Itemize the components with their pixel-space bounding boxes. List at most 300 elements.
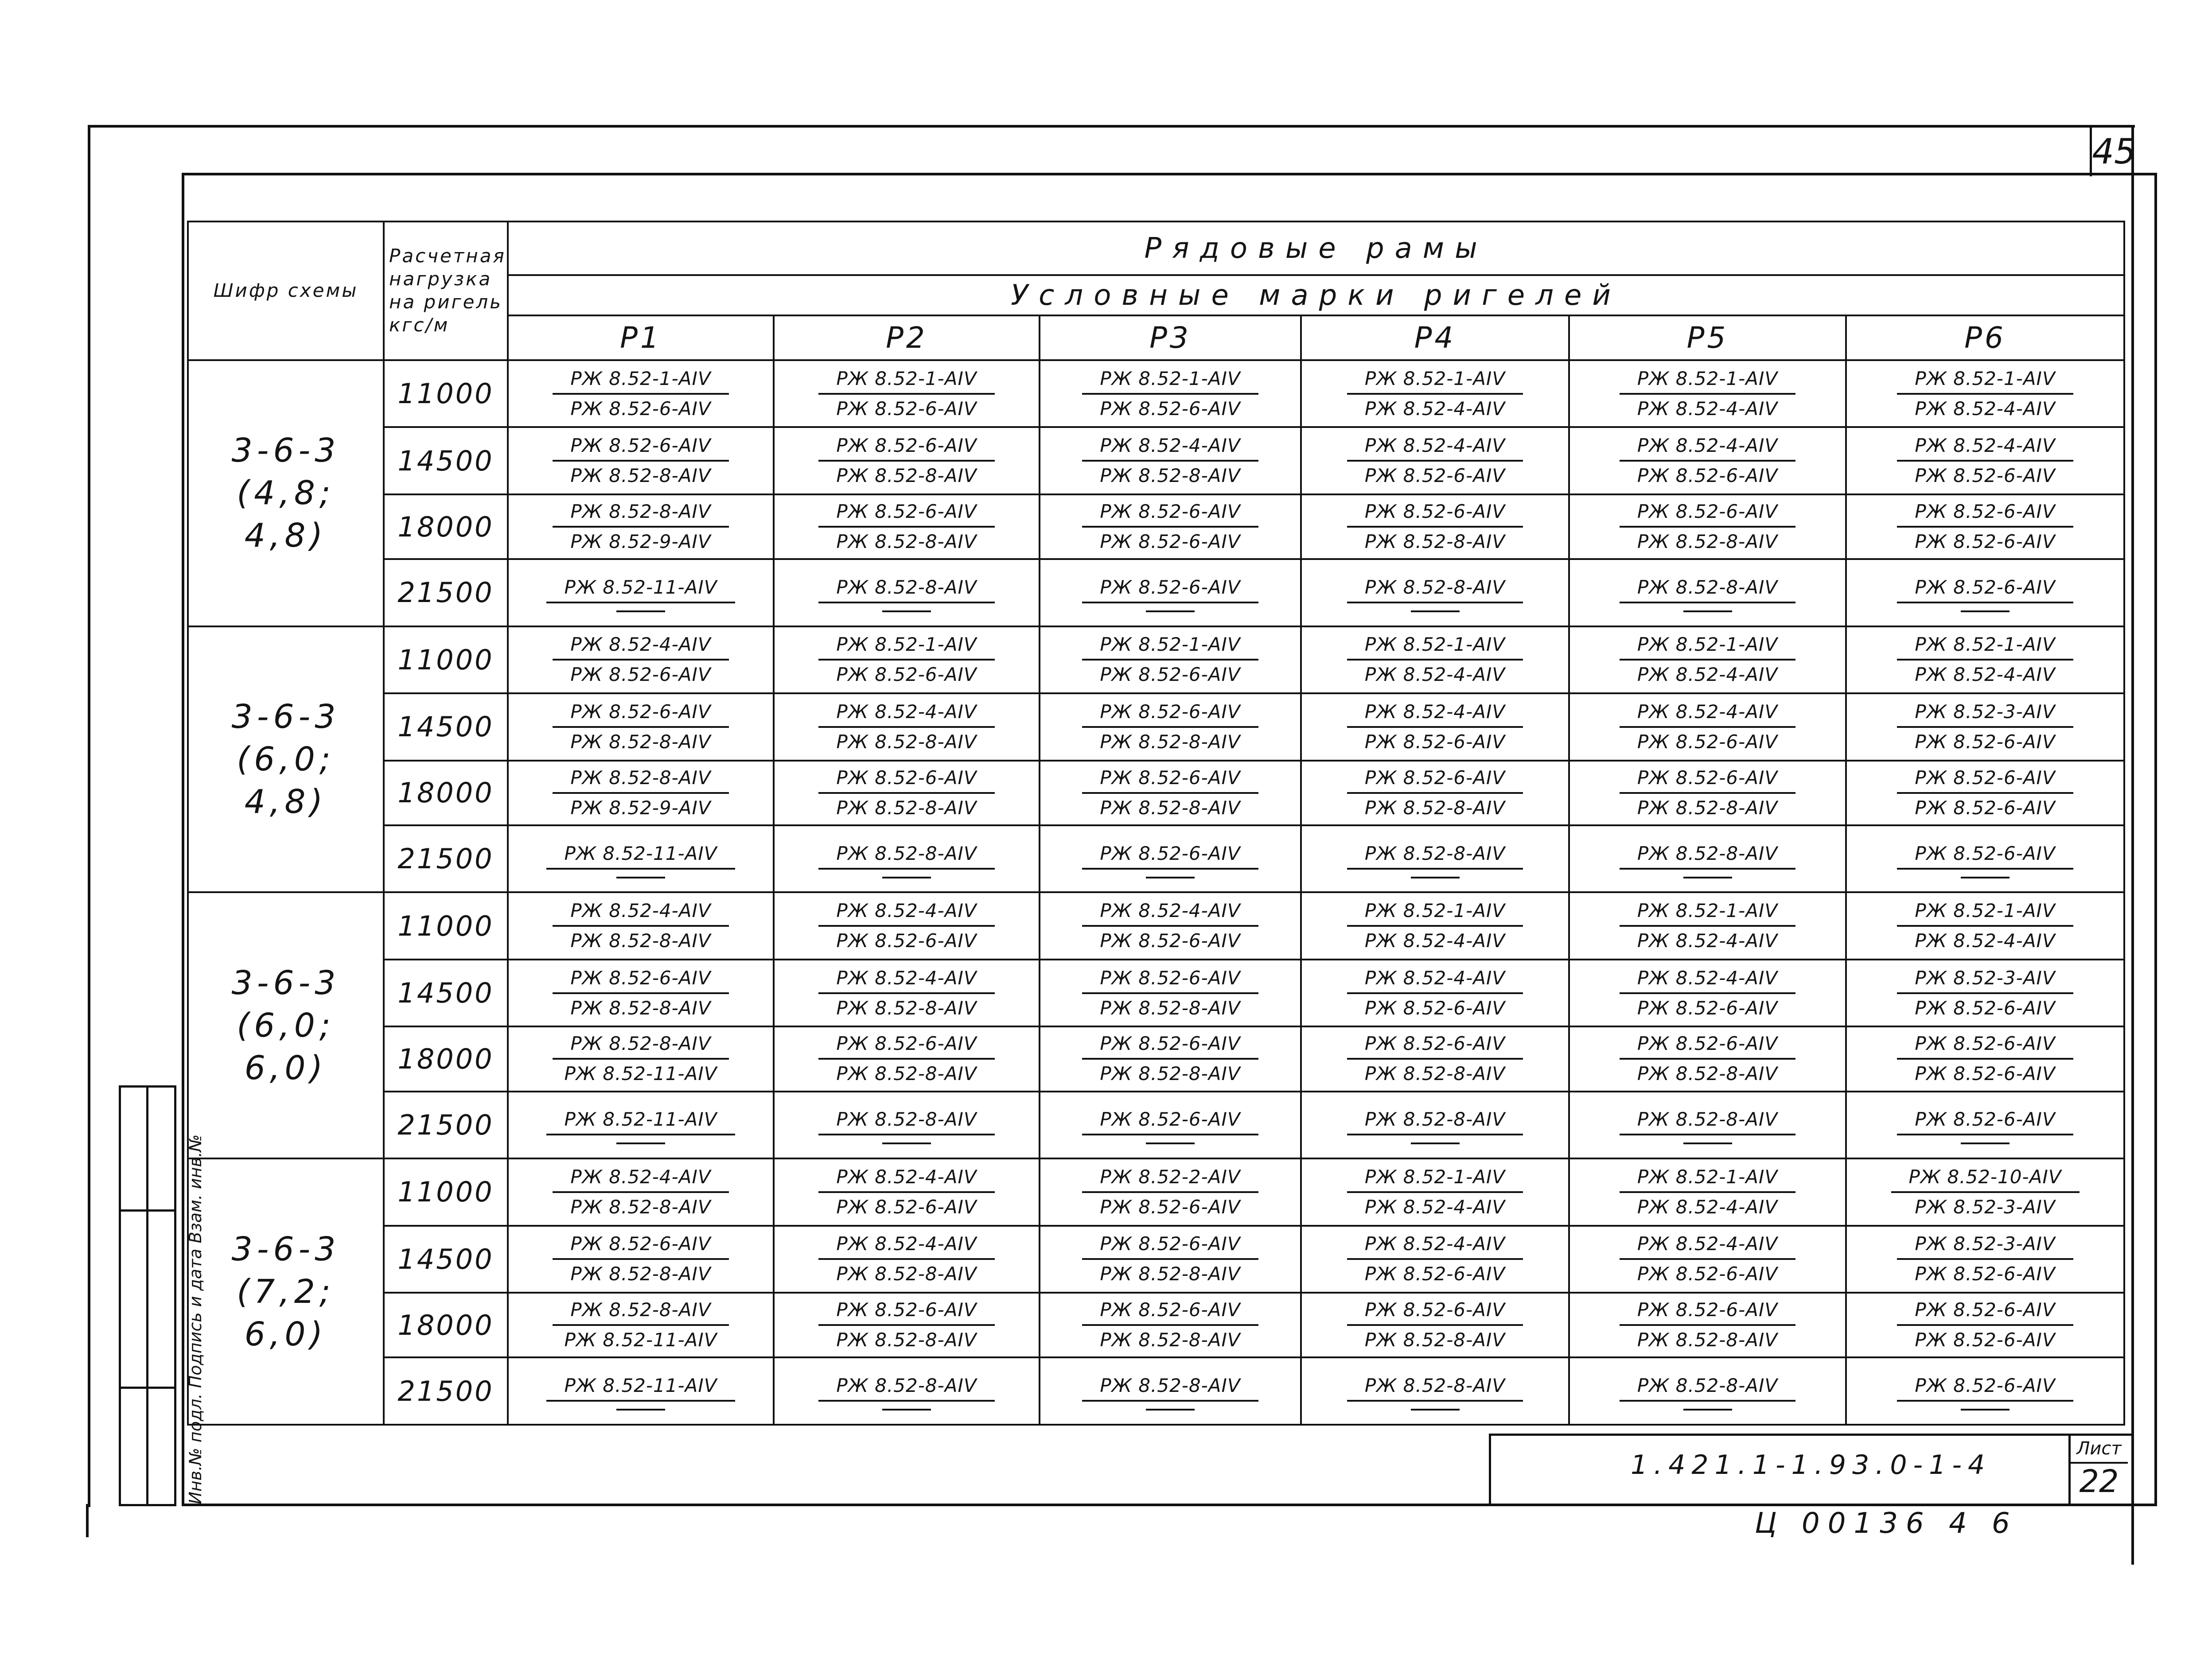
- mark-pair: [1040, 839, 1300, 878]
- girder-mark: РЖ 8.52-6-АIV: [836, 1196, 977, 1218]
- mark-cell: [1301, 825, 1569, 892]
- load-value: 21500: [384, 1357, 508, 1425]
- girder-mark: РЖ 8.52-8-АIV: [1620, 1372, 1795, 1402]
- load-value: 21500: [384, 825, 508, 892]
- mark-cell: [1301, 693, 1569, 760]
- mark-pair: [1847, 1105, 2123, 1144]
- girder-mark: РЖ 8.52-8-АIV: [1347, 573, 1523, 603]
- mark-stub-line: [1961, 610, 2009, 612]
- girder-mark: РЖ 8.52-6-АIV: [836, 397, 977, 420]
- girder-mark: РЖ 8.52-4-АIV: [1897, 431, 2073, 462]
- girder-mark: РЖ 8.52-4-АIV: [818, 964, 994, 994]
- mark-cell: [1301, 1357, 1569, 1425]
- mark-pair: [509, 897, 773, 955]
- girder-mark: РЖ 8.52-8-АIV: [1364, 531, 1506, 553]
- mark-cell: [774, 427, 1040, 494]
- mark-cell: [1040, 427, 1301, 494]
- mark-cell: [774, 1357, 1040, 1425]
- girder-mark: РЖ 8.52-4-АIV: [1620, 698, 1795, 728]
- mark-pair: [775, 698, 1039, 756]
- girder-mark: РЖ 8.52-1-АIV: [1620, 897, 1795, 927]
- girder-mark: РЖ 8.52-6-АIV: [836, 664, 977, 686]
- mark-pair: [1302, 839, 1568, 878]
- mark-pair: [1847, 698, 2123, 756]
- mark-pair: [509, 431, 773, 490]
- girder-mark: РЖ 8.52-8-АIV: [570, 1263, 711, 1285]
- girder-mark: РЖ 8.52-6-АIV: [1082, 1296, 1258, 1326]
- table-row: [188, 960, 2124, 1026]
- mark-cell: [1846, 1158, 2124, 1225]
- girder-mark: РЖ 8.52-8-АIV: [570, 930, 711, 952]
- table-row: [188, 761, 2124, 825]
- girder-mark: РЖ 8.52-1-АIV: [1347, 365, 1523, 395]
- girder-mark: РЖ 8.52-6-АIV: [1897, 573, 2073, 603]
- mark-pair: [1847, 573, 2123, 612]
- mark-cell: [1040, 559, 1301, 626]
- mark-stub-line: [1146, 1409, 1195, 1411]
- mark-cell: [508, 892, 774, 959]
- mark-cell: [1301, 761, 1569, 825]
- mark-pair: [775, 1163, 1039, 1221]
- girder-mark: РЖ 8.52-6-АIV: [1082, 497, 1258, 528]
- girder-mark: РЖ 8.52-4-АIV: [1347, 431, 1523, 462]
- girder-mark: РЖ 8.52-8-АIV: [1100, 797, 1241, 819]
- column-header-p4: Р4: [1301, 315, 1569, 360]
- mark-cell: [1846, 960, 2124, 1026]
- mark-pair: [1847, 630, 2123, 689]
- girder-mark: РЖ 8.52-6-АIV: [1915, 731, 2056, 753]
- girder-mark: РЖ 8.52-8-АIV: [1347, 1105, 1523, 1135]
- mark-cell: [1301, 1293, 1569, 1357]
- girder-mark: РЖ 8.52-8-АIV: [836, 797, 977, 819]
- mark-pair: [1040, 573, 1300, 612]
- mark-cell: [1846, 1357, 2124, 1425]
- scheme-dims: (4,8; 4,8): [237, 474, 335, 555]
- mark-pair: [1847, 497, 2123, 556]
- mark-cell: [1040, 1293, 1301, 1357]
- scheme-code: 3-6-3: [231, 964, 340, 1002]
- girder-mark: РЖ 8.52-3-АIV: [1897, 964, 2073, 994]
- mark-pair: [775, 839, 1039, 878]
- scheme-code: 3-6-3: [231, 698, 340, 736]
- load-value: 21500: [384, 1092, 508, 1158]
- mark-cell: [1301, 1226, 1569, 1293]
- mark-cell: [1301, 892, 1569, 959]
- mark-pair: [1847, 1230, 2123, 1288]
- girder-mark: РЖ 8.52-8-АIV: [570, 997, 711, 1019]
- girder-mark: РЖ 8.52-11-АIV: [546, 573, 735, 603]
- mark-cell: [508, 626, 774, 693]
- girder-mark: РЖ 8.52-8-АIV: [1637, 797, 1778, 819]
- mark-pair: [1847, 1372, 2123, 1411]
- girder-mark: РЖ 8.52-3-АIV: [1897, 698, 2073, 728]
- mark-cell: [1569, 360, 1846, 427]
- mark-pair: [509, 698, 773, 756]
- mark-pair: [509, 839, 773, 878]
- mark-stub-line: [1146, 1142, 1195, 1144]
- girder-mark: РЖ 8.52-10-АIV: [1891, 1163, 2080, 1193]
- mark-cell: [1846, 1092, 2124, 1158]
- girder-mark: РЖ 8.52-4-АIV: [1347, 964, 1523, 994]
- mark-pair: [775, 365, 1039, 423]
- mark-pair: [509, 764, 773, 822]
- girder-mark: РЖ 8.52-6-АIV: [1897, 1296, 2073, 1326]
- mark-cell: [1569, 1092, 1846, 1158]
- mark-cell: [1569, 892, 1846, 959]
- girder-mark: РЖ 8.52-6-АIV: [818, 431, 994, 462]
- mark-pair: [1302, 573, 1568, 612]
- mark-pair: [775, 1105, 1039, 1144]
- load-value: 14500: [384, 427, 508, 494]
- mark-pair: [1570, 573, 1845, 612]
- girder-mark: РЖ 8.52-11-АIV: [546, 1105, 735, 1135]
- girder-mark: РЖ 8.52-1-АIV: [1897, 365, 2073, 395]
- scheme-code: 3-6-3: [231, 431, 340, 470]
- mark-pair: [1302, 431, 1568, 490]
- girder-mark: РЖ 8.52-4-АIV: [1082, 431, 1258, 462]
- girder-mark: РЖ 8.52-6-АIV: [1082, 839, 1258, 870]
- mark-cell: [1846, 892, 2124, 959]
- table-row: [188, 892, 2124, 959]
- girder-mark: РЖ 8.52-1-АIV: [1082, 630, 1258, 661]
- girder-mark: РЖ 8.52-8-АIV: [1347, 839, 1523, 870]
- girder-mark: РЖ 8.52-8-АIV: [836, 1263, 977, 1285]
- mark-pair: [509, 497, 773, 556]
- girder-mark: РЖ 8.52-6-АIV: [1620, 1030, 1795, 1060]
- mark-stub-line: [882, 877, 931, 878]
- table-row: [188, 494, 2124, 559]
- girder-mark: РЖ 8.52-1-АIV: [1082, 365, 1258, 395]
- mark-pair: [1302, 1163, 1568, 1221]
- girder-mark: РЖ 8.52-6-АIV: [1897, 839, 2073, 870]
- load-value: 18000: [384, 1293, 508, 1357]
- mark-pair: [1570, 839, 1845, 878]
- mark-cell: [1301, 1026, 1569, 1091]
- mark-cell: [1569, 693, 1846, 760]
- mark-cell: [1040, 1092, 1301, 1158]
- side-stamp-divider: [146, 1085, 148, 1506]
- girder-mark: РЖ 8.52-11-АIV: [564, 1329, 717, 1351]
- girder-mark: РЖ 8.52-6-АIV: [1897, 497, 2073, 528]
- girder-mark: РЖ 8.52-8-АIV: [1620, 1105, 1795, 1135]
- girder-mark: РЖ 8.52-8-АIV: [1637, 1063, 1778, 1085]
- girder-mark: РЖ 8.52-6-АIV: [818, 1030, 994, 1060]
- girder-mark: РЖ 8.52-6-АIV: [1100, 397, 1241, 420]
- mark-pair: [1040, 1372, 1300, 1411]
- mark-pair: [1302, 1296, 1568, 1354]
- girder-mark: РЖ 8.52-8-АIV: [1082, 1372, 1258, 1402]
- mark-cell: [1569, 1026, 1846, 1091]
- mark-cell: [1301, 427, 1569, 494]
- table-row: [188, 693, 2124, 760]
- mark-pair: [1570, 964, 1845, 1022]
- load-value: 11000: [384, 892, 508, 959]
- girder-mark: РЖ 8.52-8-АIV: [818, 1105, 994, 1135]
- girder-mark: РЖ 8.52-6-АIV: [1620, 497, 1795, 528]
- mark-cell: [774, 825, 1040, 892]
- girder-mark: РЖ 8.52-2-АIV: [1082, 1163, 1258, 1193]
- mark-pair: [1570, 698, 1845, 756]
- girder-mark: РЖ 8.52-8-АIV: [1364, 1063, 1506, 1085]
- mark-cell: [1569, 761, 1846, 825]
- table-row: [188, 626, 2124, 693]
- mark-cell: [508, 693, 774, 760]
- mark-pair: [509, 1030, 773, 1088]
- mark-stub-line: [882, 1409, 931, 1411]
- mark-pair: [1040, 964, 1300, 1022]
- girder-mark: РЖ 8.52-4-АIV: [1637, 1196, 1778, 1218]
- girder-mark: РЖ 8.52-1-АIV: [1897, 897, 2073, 927]
- girder-mark: РЖ 8.52-6-АIV: [1347, 1296, 1523, 1326]
- mark-cell: [508, 1092, 774, 1158]
- mark-stub-line: [616, 610, 665, 612]
- girder-mark: РЖ 8.52-9-АIV: [570, 797, 711, 819]
- girder-mark: РЖ 8.52-1-АIV: [1897, 630, 2073, 661]
- girder-mark: РЖ 8.52-4-АIV: [1915, 930, 2056, 952]
- mark-pair: [1302, 1372, 1568, 1411]
- mark-stub-line: [1683, 1409, 1732, 1411]
- girder-mark: РЖ 8.52-4-АIV: [1364, 664, 1506, 686]
- mark-cell: [508, 494, 774, 559]
- mark-pair: [775, 573, 1039, 612]
- mark-stub-line: [882, 610, 931, 612]
- mark-cell: [774, 494, 1040, 559]
- mark-cell: [1301, 1092, 1569, 1158]
- mark-cell: [1569, 960, 1846, 1026]
- column-header-p3: Р3: [1040, 315, 1301, 360]
- girder-mark: РЖ 8.52-4-АIV: [818, 897, 994, 927]
- mark-cell: [508, 427, 774, 494]
- girder-mark: РЖ 8.52-4-АIV: [553, 897, 728, 927]
- mark-cell: [1301, 360, 1569, 427]
- girder-mark: РЖ 8.52-6-АIV: [1915, 1329, 2056, 1351]
- mark-cell: [508, 761, 774, 825]
- mark-cell: [1301, 1158, 1569, 1225]
- mark-pair: [1040, 1030, 1300, 1088]
- mark-cell: [774, 1092, 1040, 1158]
- header-row-1: [188, 222, 2124, 275]
- mark-cell: [774, 693, 1040, 760]
- side-stamp-text: Инв.№ подл. Подпись и дата Взам. инв.№: [186, 1134, 205, 1504]
- mark-cell: [508, 1293, 774, 1357]
- mark-cell: [508, 559, 774, 626]
- group-title: Рядовые рамы: [508, 222, 2124, 275]
- girder-mark: РЖ 8.52-6-АIV: [553, 964, 728, 994]
- mark-pair: [1040, 897, 1300, 955]
- girder-mark: РЖ 8.52-8-АIV: [553, 497, 728, 528]
- girder-mark: РЖ 8.52-4-АIV: [818, 698, 994, 728]
- girder-mark: РЖ 8.52-1-АIV: [1620, 365, 1795, 395]
- mark-cell: [1846, 494, 2124, 559]
- load-value: 18000: [384, 494, 508, 559]
- scheme-code-header: Шифр схемы: [188, 222, 384, 360]
- girder-mark: РЖ 8.52-8-АIV: [1364, 1329, 1506, 1351]
- mark-cell: [1846, 626, 2124, 693]
- mark-pair: [1302, 1030, 1568, 1088]
- mark-cell: [1569, 494, 1846, 559]
- girder-mark: РЖ 8.52-6-АIV: [1897, 1105, 2073, 1135]
- girder-mark: РЖ 8.52-6-АIV: [1082, 1230, 1258, 1260]
- mark-pair: [1302, 1230, 1568, 1288]
- mark-pair: [1570, 1163, 1845, 1221]
- girder-mark: РЖ 8.52-6-АIV: [818, 497, 994, 528]
- girder-mark: РЖ 8.52-6-АIV: [1082, 573, 1258, 603]
- girder-mark: РЖ 8.52-8-АIV: [836, 731, 977, 753]
- load-value: 14500: [384, 693, 508, 760]
- girder-mark: РЖ 8.52-4-АIV: [1637, 664, 1778, 686]
- mark-cell: [1040, 1026, 1301, 1091]
- mark-stub-line: [1411, 877, 1460, 878]
- mark-pair: [1570, 431, 1845, 490]
- mark-pair: [775, 897, 1039, 955]
- mark-cell: [1040, 693, 1301, 760]
- girder-mark: РЖ 8.52-6-АIV: [1915, 465, 2056, 487]
- girder-mark: РЖ 8.52-6-АIV: [1637, 997, 1778, 1019]
- mark-stub-line: [1411, 610, 1460, 612]
- girder-mark: РЖ 8.52-6-АIV: [1100, 1196, 1241, 1218]
- table-row: [188, 360, 2124, 427]
- girder-mark: РЖ 8.52-8-АIV: [570, 1196, 711, 1218]
- girder-mark: РЖ 8.52-6-АIV: [1100, 531, 1241, 553]
- girder-mark: РЖ 8.52-8-АIV: [836, 465, 977, 487]
- mark-cell: [1569, 1293, 1846, 1357]
- girder-mark: РЖ 8.52-6-АIV: [553, 431, 728, 462]
- mark-pair: [1570, 1372, 1845, 1411]
- girder-mark: РЖ 8.52-4-АIV: [1347, 698, 1523, 728]
- load-value: 18000: [384, 761, 508, 825]
- girder-mark: РЖ 8.52-6-АIV: [1082, 964, 1258, 994]
- mark-cell: [774, 1158, 1040, 1225]
- girder-mark: РЖ 8.52-4-АIV: [1620, 431, 1795, 462]
- column-header-p2: Р2: [774, 315, 1040, 360]
- mark-pair: [775, 764, 1039, 822]
- mark-pair: [1570, 1230, 1845, 1288]
- mark-pair: [1302, 964, 1568, 1022]
- mark-cell: [1040, 892, 1301, 959]
- mark-cell: [1846, 559, 2124, 626]
- mark-cell: [1301, 559, 1569, 626]
- girder-mark: РЖ 8.52-8-АIV: [1364, 797, 1506, 819]
- mark-cell: [508, 1158, 774, 1225]
- girder-mark: РЖ 8.52-1-АIV: [818, 630, 994, 661]
- column-header-p5: Р5: [1569, 315, 1846, 360]
- mark-pair: [509, 1105, 773, 1144]
- mark-stub-line: [1961, 877, 2009, 878]
- mark-cell: [1040, 825, 1301, 892]
- table-row: [188, 427, 2124, 494]
- mark-pair: [1302, 764, 1568, 822]
- girder-mark: РЖ 8.52-4-АIV: [1347, 1230, 1523, 1260]
- girder-mark: РЖ 8.52-6-АIV: [1620, 1296, 1795, 1326]
- mark-cell: [508, 360, 774, 427]
- girder-mark: РЖ 8.52-6-АIV: [818, 1296, 994, 1326]
- sheet-number: 22: [2079, 1463, 2119, 1500]
- mark-cell: [1569, 1226, 1846, 1293]
- mark-cell: [774, 360, 1040, 427]
- girder-mark: РЖ 8.52-1-АIV: [1620, 630, 1795, 661]
- load-value: 11000: [384, 1158, 508, 1225]
- girder-mark: РЖ 8.52-4-АIV: [1364, 930, 1506, 952]
- girder-mark: РЖ 8.52-6-АIV: [1082, 764, 1258, 794]
- girder-marks-table: [187, 221, 2125, 1426]
- girder-mark: РЖ 8.52-4-АIV: [553, 1163, 728, 1193]
- mark-pair: [1570, 1105, 1845, 1144]
- girder-mark: РЖ 8.52-4-АIV: [818, 1230, 994, 1260]
- mark-stub-line: [1961, 1409, 2009, 1411]
- mark-cell: [1569, 427, 1846, 494]
- girder-mark: РЖ 8.52-8-АIV: [818, 573, 994, 603]
- girder-mark: РЖ 8.52-6-АIV: [1915, 797, 2056, 819]
- mark-pair: [1570, 1296, 1845, 1354]
- mark-cell: [774, 960, 1040, 1026]
- mark-pair: [1040, 698, 1300, 756]
- mark-pair: [1302, 497, 1568, 556]
- mark-stub-line: [882, 1142, 931, 1144]
- girder-mark: РЖ 8.52-8-АIV: [836, 1063, 977, 1085]
- mark-cell: [1040, 1357, 1301, 1425]
- side-stamp-tick: [119, 1209, 176, 1212]
- girder-mark: РЖ 8.52-8-АIV: [1637, 1329, 1778, 1351]
- girder-mark: РЖ 8.52-8-АIV: [1620, 839, 1795, 870]
- mark-cell: [1846, 825, 2124, 892]
- girder-mark: РЖ 8.52-6-АIV: [553, 698, 728, 728]
- girder-mark: РЖ 8.52-6-АIV: [1100, 664, 1241, 686]
- subgroup-title: Условные марки ригелей: [508, 275, 2124, 315]
- scheme-cell: [188, 892, 384, 1158]
- mark-cell: [1569, 1158, 1846, 1225]
- mark-cell: [1301, 626, 1569, 693]
- girder-mark: РЖ 8.52-6-АIV: [1364, 997, 1506, 1019]
- load-value: 21500: [384, 559, 508, 626]
- mark-stub-line: [616, 1409, 665, 1411]
- mark-pair: [509, 1163, 773, 1221]
- girder-mark: РЖ 8.52-1-АIV: [1620, 1163, 1795, 1193]
- mark-pair: [509, 964, 773, 1022]
- mark-pair: [775, 1296, 1039, 1354]
- mark-stub-line: [616, 1142, 665, 1144]
- mark-pair: [775, 1230, 1039, 1288]
- girder-mark: РЖ 8.52-6-АIV: [1637, 465, 1778, 487]
- mark-cell: [508, 1357, 774, 1425]
- girder-mark: РЖ 8.52-1-АIV: [1347, 630, 1523, 661]
- table-row: [188, 1293, 2124, 1357]
- girder-mark: РЖ 8.52-6-АIV: [1637, 731, 1778, 753]
- mark-pair: [1847, 1296, 2123, 1354]
- girder-mark: РЖ 8.52-6-АIV: [1347, 1030, 1523, 1060]
- mark-cell: [508, 825, 774, 892]
- mark-pair: [1847, 764, 2123, 822]
- table-body: [188, 222, 2124, 1425]
- mark-stub-line: [1961, 1142, 2009, 1144]
- mark-cell: [508, 960, 774, 1026]
- mark-stub-line: [1683, 1142, 1732, 1144]
- mark-cell: [774, 1293, 1040, 1357]
- girder-mark: РЖ 8.52-8-АIV: [836, 997, 977, 1019]
- girder-mark: РЖ 8.52-6-АIV: [1620, 764, 1795, 794]
- girder-mark: РЖ 8.52-6-АIV: [1915, 1263, 2056, 1285]
- girder-mark: РЖ 8.52-6-АIV: [1082, 1030, 1258, 1060]
- girder-mark: РЖ 8.52-3-АIV: [1897, 1230, 2073, 1260]
- mark-pair: [1570, 897, 1845, 955]
- mark-cell: [774, 1026, 1040, 1091]
- load-header: Расчетная нагрузка на ригель кгс/м: [384, 222, 508, 360]
- mark-stub-line: [616, 877, 665, 878]
- mark-pair: [1040, 365, 1300, 423]
- girder-mark: РЖ 8.52-6-АIV: [570, 397, 711, 420]
- girder-mark: РЖ 8.52-4-АIV: [1915, 664, 2056, 686]
- girder-mark: РЖ 8.52-11-АIV: [564, 1063, 717, 1085]
- mark-pair: [1302, 1105, 1568, 1144]
